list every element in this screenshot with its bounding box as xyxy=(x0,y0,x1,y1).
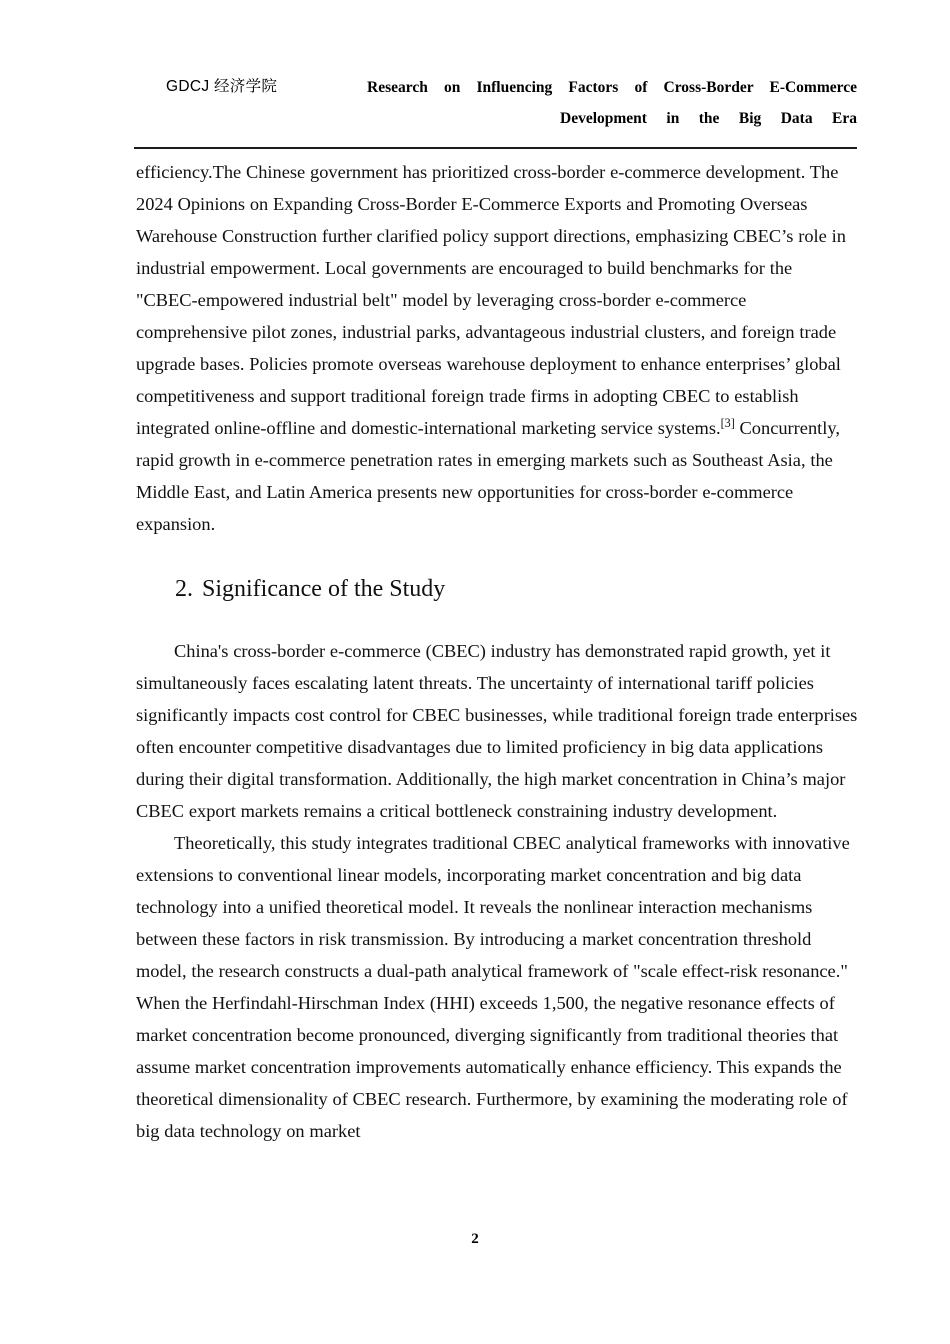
header-divider-rule xyxy=(134,147,857,149)
citation-marker-3: [3] xyxy=(720,415,735,430)
spacer-after-heading xyxy=(136,605,858,635)
paragraph-significance-1: China's cross-border e-commerce (CBEC) industry has demonstrated rapid growth, yet it simultaneously faces escalating latent threats. The uncertainty of international tariff policies significantly impacts cost control for CBEC businesses, while traditional foreign trade enterprises often encounter competitive disadvantages due to limited proficiency in big data applications during their digital transformation. Additionally, the high market concentration in China’s major CBEC export markets remains a critical bottleneck constraining industry development. xyxy=(136,641,858,821)
paragraph-significance-2: Theoretically, this study integrates traditional CBEC analytical frameworks with innovative extensions to conventional linear models, incorporating market concentration and big data technology into a unified theoretical model. It reveals the nonlinear interaction mechanisms between these factors in risk transmission. By introducing a market concentration threshold model, the research constructs a dual-path analytical framework of "scale effect-risk resonance." When the Herfindahl-Hirschman Index (HHI) exceeds 1,500, the negative resonance effects of market concentration become pronounced, diverging significantly from traditional theories that assume market concentration improvements automatically enhance efficiency. This expands the theoretical dimensionality of CBEC research. Furthermore, by examining the moderating role of big data technology on market xyxy=(136,833,850,1141)
paragraph-continued-text: efficiency.The Chinese government has prioritized cross-border e-commerce development. The 2024 Opinions on Expanding Cross-Border E-Commerce Exports and Promoting Overseas Warehouse Construction further clarified policy support directions, emphasizing CBEC’s role in industrial empowerment. Local governments are encouraged to build benchmarks for the "CBEC-empowered industrial belt" model by leveraging cross-border e-commerce comprehensive pilot zones, industrial parks, advantageous industrial clusters, and foreign trade upgrade bases. Policies promote overseas warehouse deployment to enhance enterprises’ global competitiveness and support traditional foreign trade firms in adopting CBEC to establish integrated online-offline and domestic-international marketing service systems. xyxy=(136,162,846,438)
page-content xyxy=(136,156,858,1147)
header-document-title xyxy=(367,72,857,134)
page-number: 2 xyxy=(471,1231,479,1247)
header-title-line-1: Research on Influencing Factors of Cross-Border E-Commerce xyxy=(367,79,857,96)
running-header xyxy=(134,62,857,142)
section-heading-number: 2. xyxy=(175,576,193,602)
section-heading-2 xyxy=(175,573,858,605)
header-title-line-2: Development in the Big Data Era xyxy=(560,110,857,127)
spacer-before-heading xyxy=(136,540,858,573)
section-heading-text: Significance of the Study xyxy=(202,576,446,602)
paragraph-continued xyxy=(136,156,858,540)
paragraph-continued-tail: Concurrently, rapid growth in e-commerce penetration rates in emerging markets such as Southeast Asia, the Middle East, and Latin America presents new opportunities for cross-border e-commerce expansion. xyxy=(136,418,840,534)
page-footer xyxy=(0,1230,950,1248)
header-institution: GDCJ 经济学院 xyxy=(166,78,278,95)
